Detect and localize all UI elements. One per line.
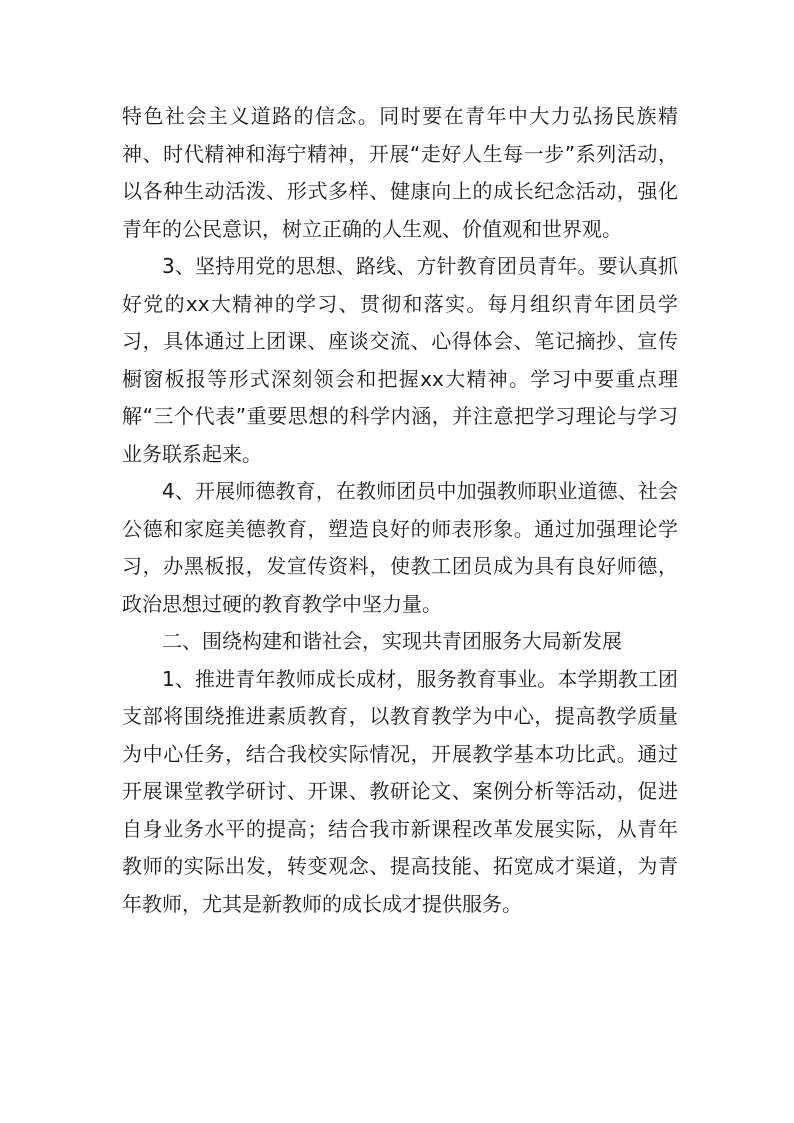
- paragraph-item-4: 4、开展师德教育，在教师团员中加强教师职业道德、社会公德和家庭美德教育，塑造良好的师表形象。通过加强理论学习，办黑板报，发宣传资料，使教工团员成为具有良好师德，政治思想过硬的教育教学中坚力量。: [122, 479, 678, 616]
- paragraph-section-2-item-1: 1、推进青年教师成长成材，服务教育事业。本学期教工团支部将围绕推进素质教育，以教育教学为中心，提高教学质量为中心任务，结合我校实际情况，开展教学基本功比武。通过开展课堂教学研讨、开课、教研论文、案例分析等活动，促进自身业务水平的提高；结合我市新课程改革发展实际，从青年教师的实际出发，转变观念、提高技能、拓宽成才渠道，为青年教师，尤其是新教师的成长成才提供服务。: [122, 666, 678, 916]
- paragraph-item-3: 3、坚持用党的思想、路线、方针教育团员青年。要认真抓好党的xx大精神的学习、贯彻和落实。每月组织青年团员学习，具体通过上团课、座谈交流、心得体会、笔记摘抄、宣传橱窗板报等形式深刻领会和把握xx大精神。学习中要重点理解“三个代表”重要思想的科学内涵，并注意把学习理论与学习业务联系起来。: [122, 254, 678, 466]
- section-heading-2: 二、围绕构建和谐社会，实现共青团服务大局新发展: [162, 629, 622, 653]
- document-body: [122, 98, 678, 923]
- paragraph-continuation: 特色社会主义道路的信念。同时要在青年中大力弘扬民族精神、时代精神和海宁精神，开展“走好人生每一步”系列活动，以各种生动活泼、形式多样、健康向上的成长纪念活动，强化青年的公民意识，树立正确的人生观、价值观和世界观。: [122, 104, 678, 241]
